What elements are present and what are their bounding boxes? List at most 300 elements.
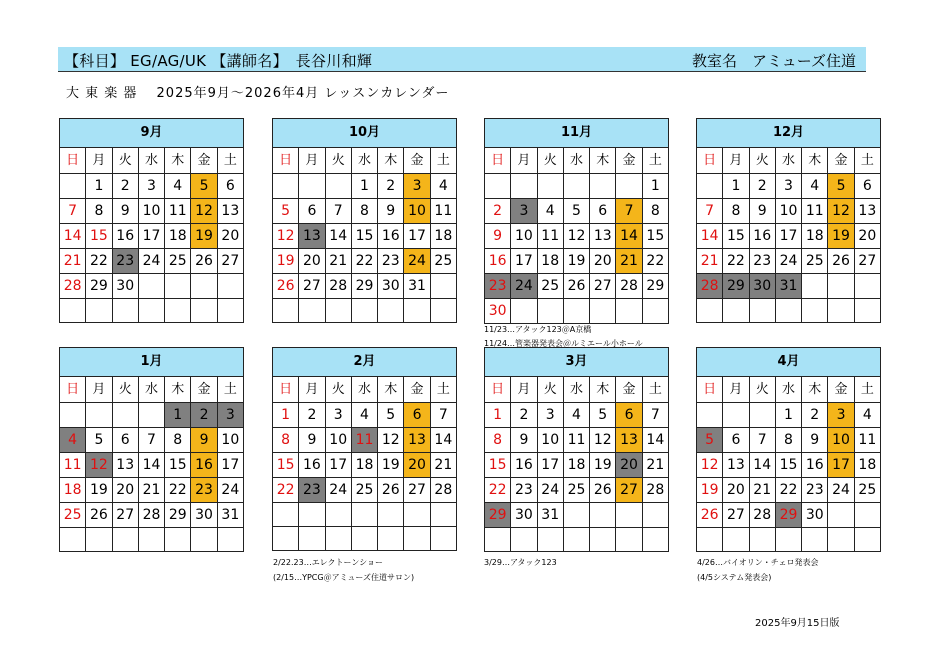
weekday-header: 木 <box>802 148 828 174</box>
day-cell: 21 <box>642 453 668 478</box>
calendar-month <box>59 347 244 552</box>
day-cell: 17 <box>404 224 430 249</box>
day-cell: 5 <box>273 199 299 224</box>
day-cell: 15 <box>642 224 668 249</box>
day-cell: 30 <box>191 503 217 528</box>
empty-cell <box>299 299 325 323</box>
empty-cell <box>112 299 138 323</box>
empty-cell <box>854 299 880 323</box>
empty-cell <box>563 174 589 199</box>
empty-cell <box>86 528 112 552</box>
day-cell: 15 <box>86 224 112 249</box>
empty-cell <box>404 527 430 551</box>
day-cell: 2 <box>749 174 775 199</box>
day-cell: 12 <box>828 199 854 224</box>
weekday-header: 水 <box>138 377 164 403</box>
day-cell: 21 <box>60 249 86 274</box>
page-title: 大 東 楽 器 2025年9月～2026年4月 レッスンカレンダー <box>66 86 450 101</box>
empty-cell <box>485 174 511 199</box>
weekday-header: 日 <box>697 377 723 403</box>
day-cell: 6 <box>404 403 430 428</box>
day-cell: 3 <box>217 403 243 428</box>
empty-cell <box>616 503 642 528</box>
empty-cell <box>378 503 404 527</box>
month-title: 11月 <box>485 119 669 148</box>
day-cell: 12 <box>563 224 589 249</box>
day-cell: 18 <box>60 478 86 503</box>
day-cell: 13 <box>404 428 430 453</box>
day-cell: 26 <box>191 249 217 274</box>
day-cell: 11 <box>537 224 563 249</box>
day-cell: 7 <box>749 428 775 453</box>
month-title: 9月 <box>60 119 244 148</box>
empty-cell <box>60 174 86 199</box>
empty-cell <box>616 174 642 199</box>
weekday-header: 日 <box>485 377 511 403</box>
day-cell: 17 <box>217 453 243 478</box>
day-cell: 18 <box>854 453 880 478</box>
empty-cell <box>325 527 351 551</box>
empty-cell <box>563 299 589 324</box>
day-cell: 13 <box>217 199 243 224</box>
calendar-month <box>484 118 669 324</box>
day-cell: 27 <box>217 249 243 274</box>
weekday-header: 木 <box>165 377 191 403</box>
calendar-month <box>696 347 881 552</box>
day-cell: 9 <box>749 199 775 224</box>
weekday-header: 火 <box>537 377 563 403</box>
empty-cell <box>616 528 642 552</box>
weekday-header: 金 <box>828 377 854 403</box>
day-cell: 1 <box>273 403 299 428</box>
day-cell: 22 <box>723 249 749 274</box>
weekday-header: 日 <box>60 148 86 174</box>
weekday-header: 火 <box>749 148 775 174</box>
day-cell: 15 <box>273 453 299 478</box>
day-cell: 30 <box>112 274 138 299</box>
day-cell: 8 <box>351 199 377 224</box>
empty-cell <box>273 527 299 551</box>
weekday-header: 土 <box>430 148 456 174</box>
day-cell: 27 <box>112 503 138 528</box>
day-cell: 31 <box>217 503 243 528</box>
weekday-header: 日 <box>697 148 723 174</box>
day-cell: 4 <box>563 403 589 428</box>
day-cell: 7 <box>616 199 642 224</box>
empty-cell <box>273 503 299 527</box>
day-cell: 31 <box>404 274 430 299</box>
day-cell: 18 <box>165 224 191 249</box>
day-cell: 11 <box>563 428 589 453</box>
day-cell: 11 <box>60 453 86 478</box>
day-cell: 22 <box>86 249 112 274</box>
weekday-header: 金 <box>404 148 430 174</box>
weekday-header: 金 <box>616 377 642 403</box>
month-title: 1月 <box>60 348 244 377</box>
month-title: 12月 <box>697 119 881 148</box>
day-cell: 23 <box>191 478 217 503</box>
day-cell: 6 <box>616 403 642 428</box>
day-cell: 14 <box>749 453 775 478</box>
day-cell: 19 <box>191 224 217 249</box>
empty-cell <box>191 528 217 552</box>
calendar-month <box>484 347 669 552</box>
day-cell: 7 <box>138 428 164 453</box>
day-cell: 29 <box>351 274 377 299</box>
day-cell: 19 <box>563 249 589 274</box>
weekday-header: 木 <box>590 377 616 403</box>
weekday-header: 火 <box>325 148 351 174</box>
empty-cell <box>165 528 191 552</box>
day-cell: 21 <box>430 453 456 478</box>
empty-cell <box>749 403 775 428</box>
day-cell: 19 <box>697 478 723 503</box>
day-cell: 3 <box>138 174 164 199</box>
day-cell: 15 <box>723 224 749 249</box>
day-cell: 29 <box>775 503 801 528</box>
empty-cell <box>723 403 749 428</box>
day-cell: 28 <box>642 478 668 503</box>
day-cell: 26 <box>828 249 854 274</box>
weekday-header: 月 <box>299 148 325 174</box>
empty-cell <box>299 527 325 551</box>
day-cell: 5 <box>590 403 616 428</box>
empty-cell <box>138 299 164 323</box>
empty-cell <box>86 403 112 428</box>
header-bar <box>58 47 866 72</box>
day-cell: 15 <box>165 453 191 478</box>
day-cell: 26 <box>563 274 589 299</box>
day-cell: 10 <box>138 199 164 224</box>
day-cell: 15 <box>775 453 801 478</box>
day-cell: 14 <box>138 453 164 478</box>
day-cell: 1 <box>775 403 801 428</box>
day-cell: 4 <box>351 403 377 428</box>
day-cell: 13 <box>590 224 616 249</box>
day-cell: 10 <box>325 428 351 453</box>
day-cell: 27 <box>616 478 642 503</box>
day-cell: 30 <box>485 299 511 324</box>
empty-cell <box>563 528 589 552</box>
month-title: 3月 <box>485 348 669 377</box>
day-cell: 28 <box>138 503 164 528</box>
day-cell: 24 <box>404 249 430 274</box>
day-cell: 7 <box>325 199 351 224</box>
empty-cell <box>86 299 112 323</box>
day-cell: 30 <box>378 274 404 299</box>
calendar-month <box>59 118 244 323</box>
weekday-header: 月 <box>723 377 749 403</box>
month-title: 4月 <box>697 348 881 377</box>
day-cell: 25 <box>854 478 880 503</box>
subject-teacher-label: 【科目】 EG/AG/UK 【講師名】 長谷川和輝 <box>64 52 373 70</box>
day-cell: 19 <box>378 453 404 478</box>
weekday-header: 月 <box>511 377 537 403</box>
day-cell: 2 <box>299 403 325 428</box>
day-cell: 21 <box>616 249 642 274</box>
day-cell: 29 <box>723 274 749 299</box>
day-cell: 23 <box>112 249 138 274</box>
day-cell: 5 <box>191 174 217 199</box>
weekday-header: 日 <box>273 148 299 174</box>
empty-cell <box>112 403 138 428</box>
day-cell: 10 <box>775 199 801 224</box>
day-cell: 29 <box>485 503 511 528</box>
empty-cell <box>430 274 456 299</box>
day-cell: 28 <box>60 274 86 299</box>
day-cell: 16 <box>802 453 828 478</box>
empty-cell <box>511 174 537 199</box>
day-cell: 18 <box>802 224 828 249</box>
day-cell: 7 <box>60 199 86 224</box>
weekday-header: 金 <box>191 148 217 174</box>
day-cell: 26 <box>697 503 723 528</box>
weekday-header: 火 <box>325 377 351 403</box>
day-cell: 17 <box>325 453 351 478</box>
day-cell: 16 <box>378 224 404 249</box>
day-cell: 22 <box>485 478 511 503</box>
day-cell: 19 <box>590 453 616 478</box>
day-cell: 16 <box>511 453 537 478</box>
weekday-header: 金 <box>191 377 217 403</box>
day-cell: 6 <box>723 428 749 453</box>
day-cell: 14 <box>642 428 668 453</box>
day-cell: 23 <box>749 249 775 274</box>
weekday-header: 土 <box>430 377 456 403</box>
empty-cell <box>697 174 723 199</box>
day-cell: 22 <box>165 478 191 503</box>
day-cell: 22 <box>642 249 668 274</box>
empty-cell <box>485 528 511 552</box>
empty-cell <box>430 503 456 527</box>
empty-cell <box>642 503 668 528</box>
day-cell: 7 <box>697 199 723 224</box>
empty-cell <box>299 503 325 527</box>
day-cell: 27 <box>723 503 749 528</box>
day-cell: 20 <box>616 453 642 478</box>
month-title: 2月 <box>273 348 457 377</box>
day-cell: 9 <box>191 428 217 453</box>
day-cell: 5 <box>828 174 854 199</box>
day-cell: 19 <box>828 224 854 249</box>
day-cell: 9 <box>485 224 511 249</box>
weekday-header: 月 <box>299 377 325 403</box>
day-cell: 1 <box>485 403 511 428</box>
day-cell: 21 <box>697 249 723 274</box>
day-cell: 2 <box>485 199 511 224</box>
empty-cell <box>60 403 86 428</box>
empty-cell <box>138 403 164 428</box>
day-cell: 23 <box>511 478 537 503</box>
day-cell: 2 <box>378 174 404 199</box>
day-cell: 20 <box>112 478 138 503</box>
weekday-header: 火 <box>112 377 138 403</box>
day-cell: 14 <box>430 428 456 453</box>
day-cell: 6 <box>112 428 138 453</box>
day-cell: 2 <box>802 403 828 428</box>
day-cell: 4 <box>537 199 563 224</box>
day-cell: 25 <box>430 249 456 274</box>
day-cell: 2 <box>191 403 217 428</box>
day-cell: 24 <box>537 478 563 503</box>
day-cell: 6 <box>299 199 325 224</box>
weekday-header: 水 <box>563 148 589 174</box>
weekday-header: 水 <box>351 377 377 403</box>
weekday-header: 水 <box>138 148 164 174</box>
day-cell: 30 <box>511 503 537 528</box>
day-cell: 11 <box>802 199 828 224</box>
day-cell: 16 <box>191 453 217 478</box>
day-cell: 4 <box>165 174 191 199</box>
weekday-header: 水 <box>775 148 801 174</box>
empty-cell <box>828 528 854 552</box>
empty-cell <box>60 528 86 552</box>
day-cell: 25 <box>563 478 589 503</box>
day-cell: 3 <box>404 174 430 199</box>
day-cell: 20 <box>723 478 749 503</box>
day-cell: 29 <box>86 274 112 299</box>
empty-cell <box>165 299 191 323</box>
day-cell: 1 <box>723 174 749 199</box>
day-cell: 12 <box>86 453 112 478</box>
day-cell: 3 <box>775 174 801 199</box>
day-cell: 26 <box>378 478 404 503</box>
empty-cell <box>590 528 616 552</box>
empty-cell <box>616 299 642 324</box>
day-cell: 21 <box>749 478 775 503</box>
day-cell: 24 <box>217 478 243 503</box>
day-cell: 1 <box>86 174 112 199</box>
day-cell: 4 <box>430 174 456 199</box>
empty-cell <box>430 299 456 323</box>
day-cell: 4 <box>802 174 828 199</box>
day-cell: 28 <box>749 503 775 528</box>
weekday-header: 月 <box>86 377 112 403</box>
empty-cell <box>217 299 243 323</box>
empty-cell <box>802 299 828 323</box>
day-cell: 27 <box>299 274 325 299</box>
day-cell: 14 <box>697 224 723 249</box>
empty-cell <box>325 503 351 527</box>
day-cell: 31 <box>537 503 563 528</box>
day-cell: 18 <box>351 453 377 478</box>
day-cell: 3 <box>828 403 854 428</box>
day-cell: 13 <box>616 428 642 453</box>
day-cell: 26 <box>273 274 299 299</box>
day-cell: 23 <box>299 478 325 503</box>
day-cell: 27 <box>854 249 880 274</box>
day-cell: 5 <box>563 199 589 224</box>
note-feb-1: 2/22.23…エレクトーンショー <box>273 558 384 567</box>
day-cell: 23 <box>802 478 828 503</box>
day-cell: 12 <box>273 224 299 249</box>
empty-cell <box>430 527 456 551</box>
weekday-header: 月 <box>723 148 749 174</box>
weekday-header: 金 <box>616 148 642 174</box>
empty-cell <box>642 528 668 552</box>
empty-cell <box>351 527 377 551</box>
day-cell: 24 <box>138 249 164 274</box>
day-cell: 6 <box>854 174 880 199</box>
day-cell: 22 <box>351 249 377 274</box>
day-cell: 8 <box>273 428 299 453</box>
weekday-header: 木 <box>802 377 828 403</box>
empty-cell <box>723 299 749 323</box>
day-cell: 30 <box>749 274 775 299</box>
day-cell: 9 <box>112 199 138 224</box>
note-apr-2: (4/5システム発表会) <box>697 573 772 582</box>
empty-cell <box>60 299 86 323</box>
empty-cell <box>590 299 616 324</box>
day-cell: 24 <box>325 478 351 503</box>
calendar-month <box>272 347 457 551</box>
day-cell: 26 <box>86 503 112 528</box>
empty-cell <box>749 528 775 552</box>
day-cell: 8 <box>775 428 801 453</box>
day-cell: 7 <box>430 403 456 428</box>
weekday-header: 火 <box>112 148 138 174</box>
day-cell: 23 <box>378 249 404 274</box>
empty-cell <box>697 528 723 552</box>
day-cell: 25 <box>60 503 86 528</box>
empty-cell <box>537 299 563 324</box>
weekday-header: 土 <box>642 148 668 174</box>
weekday-header: 月 <box>511 148 537 174</box>
day-cell: 11 <box>351 428 377 453</box>
empty-cell <box>138 274 164 299</box>
empty-cell <box>351 299 377 323</box>
note-mar-1: 3/29…アタック123 <box>484 558 557 567</box>
day-cell: 22 <box>273 478 299 503</box>
day-cell: 3 <box>511 199 537 224</box>
note-nov-1: 11/23…アタック123＠A京橋 <box>484 325 592 334</box>
day-cell: 12 <box>590 428 616 453</box>
empty-cell <box>828 274 854 299</box>
weekday-header: 水 <box>775 377 801 403</box>
day-cell: 8 <box>485 428 511 453</box>
classroom-label: 教室名 アミューズ住道 <box>692 52 856 70</box>
day-cell: 28 <box>430 478 456 503</box>
calendar-month <box>272 118 457 323</box>
day-cell: 19 <box>86 478 112 503</box>
day-cell: 25 <box>165 249 191 274</box>
day-cell: 8 <box>165 428 191 453</box>
month-title: 10月 <box>273 119 457 148</box>
empty-cell <box>590 503 616 528</box>
day-cell: 13 <box>723 453 749 478</box>
day-cell: 16 <box>485 249 511 274</box>
day-cell: 12 <box>191 199 217 224</box>
day-cell: 24 <box>775 249 801 274</box>
day-cell: 22 <box>775 478 801 503</box>
day-cell: 8 <box>723 199 749 224</box>
day-cell: 24 <box>511 274 537 299</box>
day-cell: 27 <box>590 274 616 299</box>
day-cell: 25 <box>802 249 828 274</box>
day-cell: 19 <box>273 249 299 274</box>
day-cell: 6 <box>217 174 243 199</box>
day-cell: 8 <box>86 199 112 224</box>
weekday-header: 土 <box>217 377 243 403</box>
weekday-header: 木 <box>165 148 191 174</box>
day-cell: 26 <box>590 478 616 503</box>
day-cell: 29 <box>165 503 191 528</box>
weekday-header: 月 <box>86 148 112 174</box>
day-cell: 17 <box>138 224 164 249</box>
day-cell: 12 <box>697 453 723 478</box>
empty-cell <box>697 299 723 323</box>
day-cell: 11 <box>854 428 880 453</box>
